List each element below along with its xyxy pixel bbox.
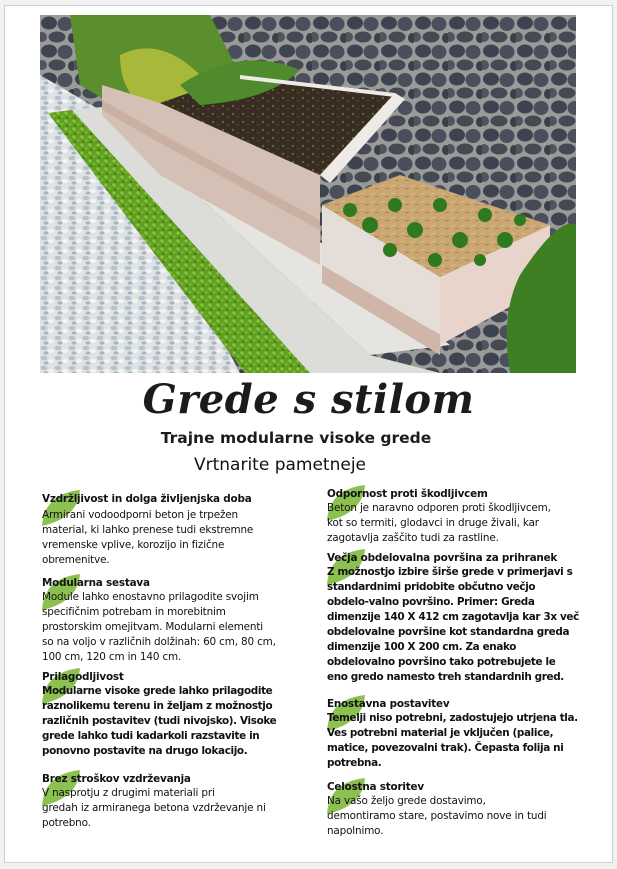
feature-pest-resistance (327, 487, 602, 546)
feature-heading: Vzdržljivost in dolga življenjska doba (42, 493, 252, 505)
text-line: Ves potrebni material je vključen (palice, (327, 727, 554, 739)
text-line: obdelovalno površino tako potrebujete le (327, 656, 556, 668)
text-line: material, ki lahko prenese tudi ekstremne (42, 524, 254, 536)
text-line: ponovno postavite na drugo lokacijo. (42, 745, 248, 757)
feature-heading: Modularna sestava (42, 577, 150, 589)
text-line: dimenzije 140 X 412 cm zagotavlja kar 3x več (327, 611, 579, 623)
text-line: obdelo-valno površino. Primer: Greda (327, 596, 535, 608)
feature-text (42, 684, 317, 759)
text-line: prostorskim omejitvam. Modularni elementi (42, 621, 264, 633)
page-subtitle: Trajne modularne visoke grede (160, 429, 432, 447)
text-line: Temelji niso potrebni, zadostujejo utrjena tla. (327, 712, 578, 724)
feature-text (42, 590, 317, 665)
text-line: Modularne visoke grede lahko prilagodite (42, 685, 273, 697)
feature-text (42, 786, 317, 831)
feature-text (327, 711, 602, 771)
feature-heading: Brez stroškov vzdrževanja (42, 773, 191, 785)
text-line: potrebno. (42, 817, 91, 829)
text-line: kot so termiti, glodavci in druge živali, kar (327, 517, 539, 529)
text-line: raznolikemu terenu in željam z možnostjo (42, 700, 273, 712)
feature-heading: Enostavna postavitev (327, 698, 450, 710)
feature-heading: Odpornost proti škodljivcem (327, 488, 488, 500)
text-line: grede lahko tudi kadarkoli razstavite in (42, 730, 260, 742)
feature-maintenance-free (42, 772, 317, 831)
text-line: Module lahko enostavno prilagodite svojim (42, 591, 259, 603)
feature-modular (42, 576, 317, 665)
text-line: V nasprotju z drugimi materiali pri (42, 787, 215, 799)
text-line: eno gredo namesto treh standardnih gred. (327, 671, 564, 683)
text-line: različnih postavitev (tudi nivojsko). Visoke (42, 715, 277, 727)
text-line: demontiramo stare, postavimo nove in tudi (327, 810, 547, 822)
text-line: so na voljo v različnih dolžinah: 60 cm, 80 cm, (42, 636, 276, 648)
photo-illustration (40, 15, 576, 373)
feature-text (327, 794, 602, 839)
feature-heading: Celostna storitev (327, 781, 424, 793)
text-line: Z možnostjo izbire širše grede v primerjavi s (327, 566, 573, 578)
text-line: Na vašo željo grede dostavimo, (327, 795, 486, 807)
text-line: Beton je naravno odporen proti škodljivcem, (327, 502, 551, 514)
text-line: obremenitve. (42, 554, 110, 566)
feature-heading: Prilagodljivost (42, 671, 124, 683)
feature-adaptability (42, 670, 317, 759)
text-line: napolnimo. (327, 825, 384, 837)
text-line: vremenske vplive, korozijo in fizične (42, 539, 225, 551)
text-line: dimenzije 100 X 200 cm. Za enako (327, 641, 517, 653)
feature-durability (42, 492, 317, 568)
text-line: zagotavlja zaščito tudi za rastline. (327, 532, 499, 544)
feature-larger-area (327, 551, 602, 685)
feature-full-service (327, 780, 602, 839)
text-line: potrebna. (327, 757, 382, 769)
feature-text (42, 508, 317, 568)
text-line: matice, povezovalni trak). Čepasta folija ni (327, 742, 564, 754)
text-line: gredah iz armiranega betona vzdrževanje ni (42, 802, 266, 814)
text-line: 100 cm, 120 cm in 140 cm. (42, 651, 182, 663)
text-line: specifičnim potrebam in morebitnim (42, 606, 226, 618)
feature-heading: Večja obdelovalna površina za prihranek (327, 552, 558, 564)
raised-garden-beds-photo (40, 15, 576, 373)
text-line: Armirani vodoodporni beton je trpežen (42, 509, 238, 521)
page-tagline: Vrtnarite pametneje (193, 455, 367, 475)
feature-text (327, 565, 602, 685)
feature-easy-setup (327, 697, 602, 771)
feature-text (327, 501, 602, 546)
text-line: standardnimi pridobite občutno večjo (327, 581, 536, 593)
text-line: obdelovalne površine kot standardna greda (327, 626, 570, 638)
page-title: Grede s stilom (142, 376, 475, 423)
